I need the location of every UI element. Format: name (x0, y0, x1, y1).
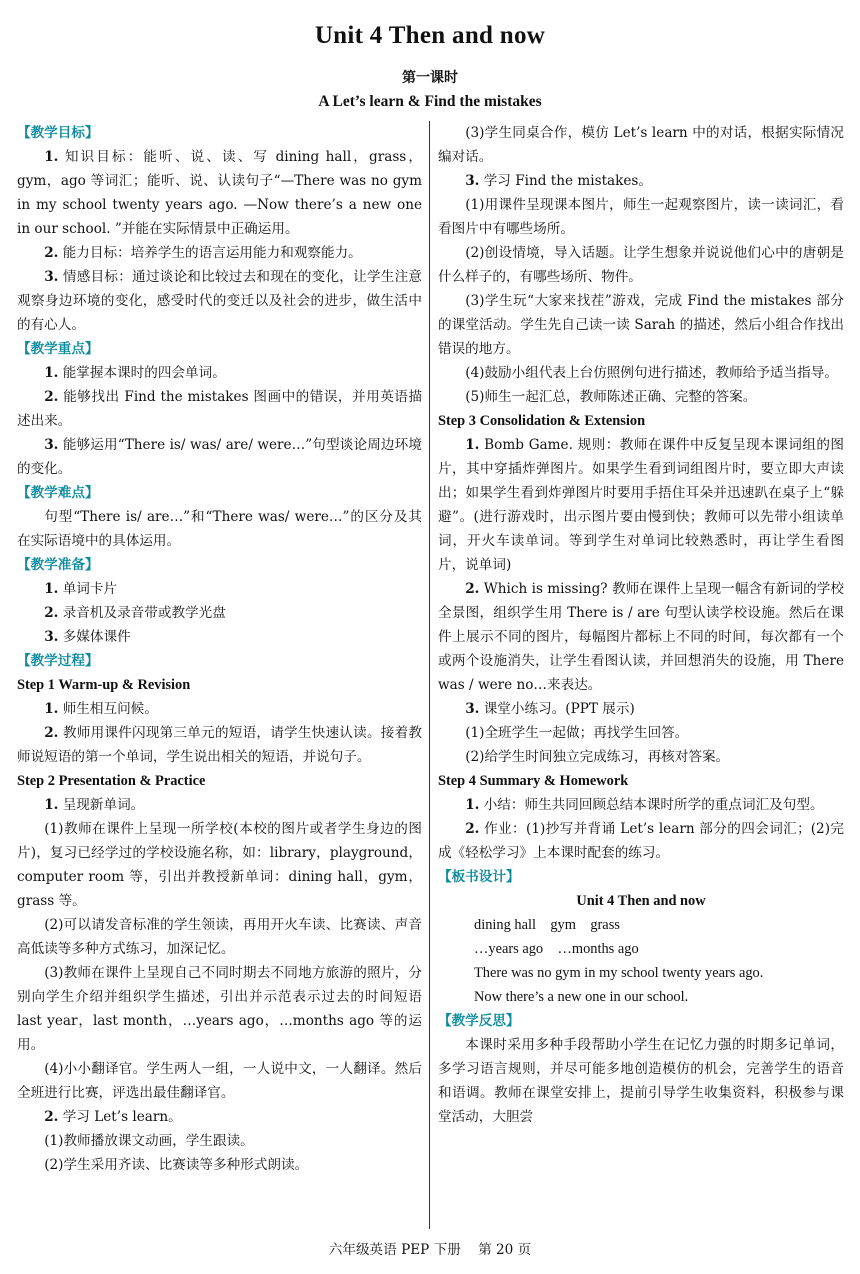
goal-item: 1. 知识目标：能听、说、读、写 dining hall，grass，gym，ago 等词汇；能听、说、认读句子“—There was no gym in my school twenty years ago. —Now there’s a new one in our school. ”并能在实际情景中正确运用。 (17, 149, 422, 237)
page-subtitle: A Let’s learn & Find the mistakes (318, 93, 542, 110)
key-item: 3. 能够运用“There is/ was/ are/ were…”句型谈论周边环境的变化。 (17, 437, 422, 477)
section-heading-difficulty: 【教学难点】 (17, 485, 99, 501)
sub-item: (4)鼓励小组代表上台仿照例句进行描述，教师给予适当指导。 (465, 365, 838, 381)
key-item: 1. 能掌握本课时的四会单词。 (44, 365, 226, 381)
page-title: Unit 4 Then and now (314, 22, 546, 49)
board-line: There was no gym in my school twenty years ago. (474, 965, 764, 981)
board-title: Unit 4 Then and now (576, 893, 706, 909)
step-item: 2. 教师用课件闪现第三单元的短语，请学生快速认读。接着教师说短语的第一个单词，学生说出相关的短语，并说句子。 (17, 725, 422, 765)
step-heading-3: Step 3 Consolidation & Extension (438, 413, 646, 429)
section-heading-reflection: 【教学反思】 (438, 1013, 520, 1029)
step-heading-4: Step 4 Summary & Homework (438, 773, 629, 789)
sub-item: (3)教师在课件上呈现自己不同时期去不同地方旅游的照片，分别向学生介绍并组织学生描述，引出并示范表示过去的时间短语 last year，last month，…years ago，…months ago 等的运用。 (17, 965, 422, 1053)
right-column (438, 121, 844, 1129)
step-item: 2. 作业：(1)抄写并背诵 Let’s learn 部分的四会词汇；(2)完成《轻松学习》上本课时配套的练习。 (438, 821, 844, 861)
step-item: 3. 学习 Find the mistakes。 (465, 173, 652, 189)
lesson-label: 第一课时 (402, 70, 458, 86)
sub-item: (3)学生玩“大家来找茬”游戏，完成 Find the mistakes 部分的课堂活动。学生先自己读一读 Sarah 的描述，然后小组合作找出错误的地方。 (438, 293, 844, 357)
sub-item: (3)学生同桌合作，模仿 Let’s learn 中的对话，根据实际情况编对话。 (438, 125, 844, 165)
step-item: 1. 师生相互问候。 (44, 701, 158, 717)
sub-item: (2)学生采用齐读、比赛读等多种形式朗读。 (44, 1157, 309, 1173)
prep-item: 2. 录音机及录音带或教学光盘 (44, 605, 226, 621)
sub-item: (4)小小翻译官。学生两人一组，一人说中文，一人翻译。然后全班进行比赛，评选出最佳翻译官。 (17, 1061, 422, 1101)
step-heading-2: Step 2 Presentation & Practice (17, 773, 206, 789)
step-item: 1. 小结：师生共同回顾总结本课时所学的重点词汇及句型。 (465, 797, 824, 813)
sub-item: (1)教师播放课文动画，学生跟读。 (44, 1133, 254, 1149)
sub-item: (1)教师在课件上呈现一所学校(本校的图片或者学生身边的图片)，复习已经学过的学校设施名称，如：library，playground，computer room 等，引出并教授新单词：dining hall，gym，grass 等。 (17, 821, 422, 909)
section-heading-key-points: 【教学重点】 (17, 341, 99, 357)
prep-item: 1. 单词卡片 (44, 581, 118, 597)
board-line: Now there’s a new one in our school. (474, 989, 689, 1005)
difficulty-text: 句型“There is/ are…”和“There was/ were…”的区分及其在实际语境中的具体运用。 (17, 509, 422, 549)
column-divider (429, 121, 430, 1229)
step-item: 2. Which is missing? 教师在课件上呈现一幅含有新词的学校全景图，组织学生用 There is / are 句型认读学校设施。然后在课件上展示不同的图片，每幅图片都标上不同的时间，每次都有一个或两个设施消失，让学生看图认读，并回想消失的设施，用 There was / were no…来表达。 (438, 581, 844, 693)
section-heading-preparation: 【教学准备】 (17, 557, 99, 573)
goal-item: 3. 情感目标：通过谈论和比较过去和现在的变化，让学生注意观察身边环境的变化，感受时代的变迁以及社会的进步，做生活中的有心人。 (17, 269, 422, 333)
step-item: 1. 呈现新单词。 (44, 797, 145, 813)
key-item: 2. 能够找出 Find the mistakes 图画中的错误，并用英语描述出来。 (17, 389, 422, 429)
step-heading-1: Step 1 Warm-up & Revision (17, 677, 191, 693)
sub-item: (2)给学生时间独立完成练习，再核对答案。 (465, 749, 730, 765)
section-heading-goals: 【教学目标】 (17, 125, 99, 141)
sub-item: (2)创设情境，导入话题。让学生想象并说说他们心中的唐朝是什么样子的，有哪些场所、物件。 (438, 245, 844, 285)
step-item: 1. Bomb Game. 规则：教师在课件中反复呈现本课词组的图片，其中穿插炸弹图片。如果学生看到词组图片时，要立即大声读出；如果学生看到炸弹图片时要用手捂住耳朵并迅速趴在桌子上“躲避”。(进行游戏时，出示图片要由慢到快；教师可以先带小组读单词，开火车读单词。等到学生对单词比较熟悉时，再让学生看图片，说单词) (438, 437, 844, 573)
page-footer: 六年级英语 PEP 下册 第 20 页 (328, 1242, 532, 1258)
board-line: …years ago …months ago (474, 941, 639, 957)
sub-item: (1)用课件呈现课本图片，师生一起观察图片，读一读词汇，看看图片中有哪些场所。 (438, 197, 844, 237)
goal-item: 2. 能力目标：培养学生的语言运用能力和观察能力。 (44, 245, 362, 261)
step-item: 3. 课堂小练习。(PPT 展示) (465, 701, 635, 717)
sub-item: (2)可以请发音标准的学生领读，再用开火车读、比赛读、声音高低读等多种方式练习，加深记忆。 (17, 917, 422, 957)
step-item: 2. 学习 Let’s learn。 (44, 1109, 182, 1125)
sub-item: (5)师生一起汇总，教师陈述正确、完整的答案。 (465, 389, 757, 405)
prep-item: 3. 多媒体课件 (44, 629, 131, 645)
reflection-text: 本课时采用多种手段帮助小学生在记忆力强的时期多记单词，多学习语言规则，并尽可能多地创造模仿的机会，完善学生的语音和语调。教师在课堂安排上，提前引导学生收集资料，积极参与课堂活动，大胆尝 (438, 1037, 844, 1125)
board-line: dining hall gym grass (474, 917, 620, 933)
section-heading-process: 【教学过程】 (17, 653, 99, 669)
sub-item: (1)全班学生一起做；再找学生回答。 (465, 725, 689, 741)
left-column (17, 121, 422, 1177)
section-heading-board: 【板书设计】 (438, 869, 520, 885)
